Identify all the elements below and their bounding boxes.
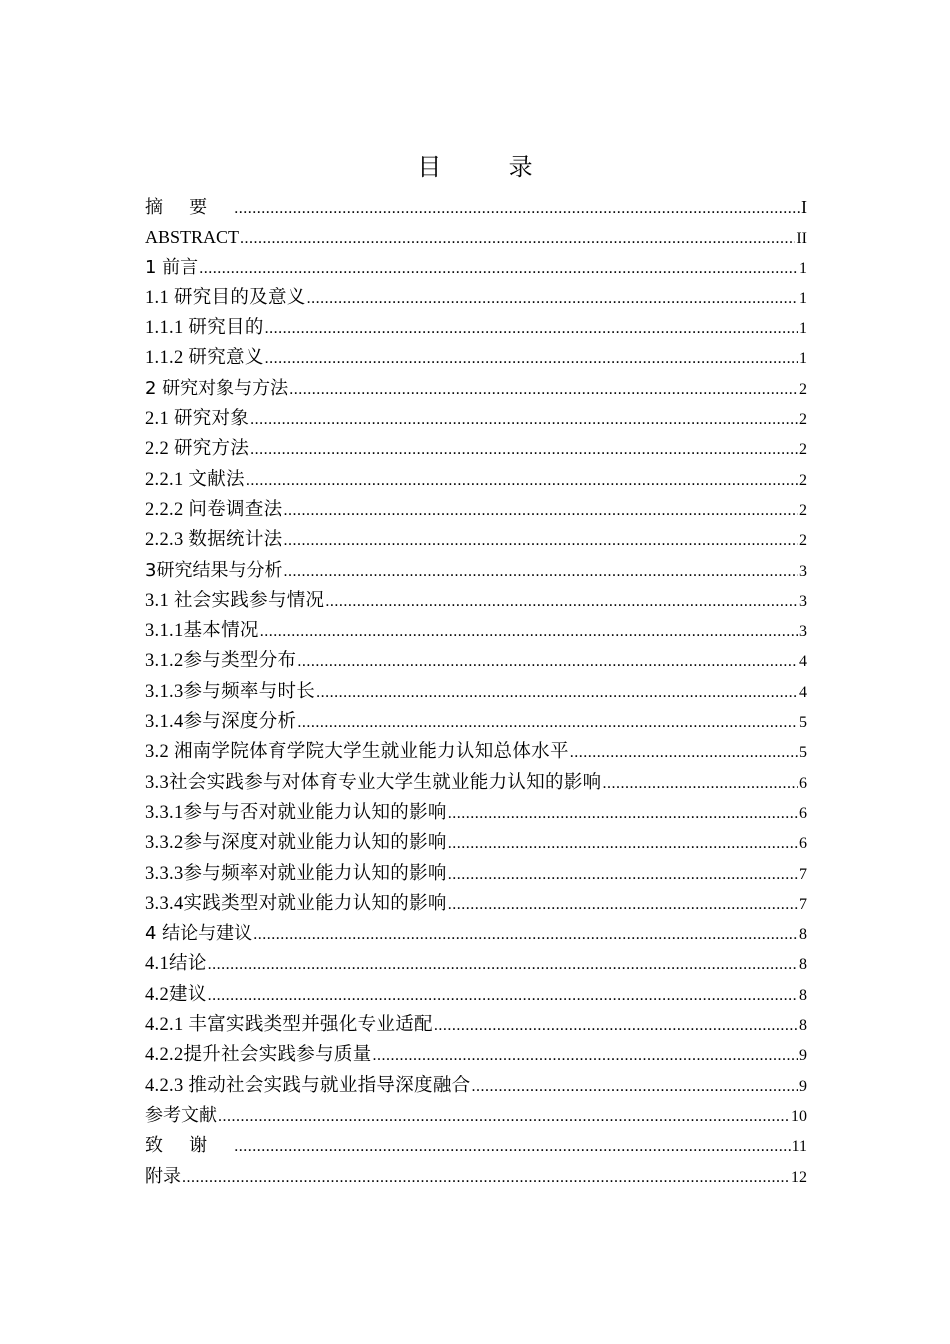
dot-leader [373, 1041, 798, 1071]
table-of-contents [145, 192, 807, 1192]
dot-leader [265, 344, 798, 374]
dot-leader [283, 526, 798, 556]
dot-leader [471, 1072, 798, 1102]
toc-entry-chapter-3 [145, 556, 807, 586]
toc-entry-4-2-3 [145, 1071, 807, 1101]
toc-entry-page: 1 [799, 350, 807, 368]
toc-entry-label: 2 研究对象与方法 [145, 377, 289, 399]
toc-entry-4-2 [145, 980, 807, 1010]
toc-entry-label: 2.2.1 文献法 [145, 469, 245, 490]
toc-entry-label: 4.2建议 [145, 984, 207, 1005]
toc-entry-label: 4 结论与建议 [145, 923, 253, 945]
dot-leader [325, 587, 798, 617]
toc-entry-chapter-1 [145, 253, 807, 283]
dot-leader [448, 860, 798, 890]
dot-leader [199, 254, 798, 284]
dot-leader [297, 647, 798, 677]
dot-leader [602, 769, 798, 799]
dot-leader [182, 1163, 790, 1193]
toc-entry-label: 3研究结果与分析 [145, 559, 283, 581]
toc-entry-page: 4 [799, 653, 807, 671]
toc-entry-chapter-4 [145, 919, 807, 949]
toc-entry-3-3 [145, 768, 807, 798]
toc-entry-page: 9 [799, 1077, 807, 1095]
toc-entry-label: 3.3.3参与频率对就业能力认知的影响 [145, 863, 447, 884]
toc-entry-1-1 [145, 283, 807, 313]
dot-leader [448, 829, 798, 859]
dot-leader [250, 435, 798, 465]
toc-entry-label: 4.1结论 [145, 954, 207, 975]
toc-entry-2-2-1 [145, 465, 807, 495]
dot-leader [208, 981, 798, 1011]
toc-entry-label: 4.2.1 丰富实践类型并强化专业适配 [145, 1015, 433, 1036]
toc-entry-page: 5 [799, 744, 807, 762]
toc-entry-page: 6 [799, 835, 807, 853]
toc-entry-references [145, 1101, 807, 1131]
toc-entry-label: 1.1.1 研究目的 [145, 318, 264, 339]
toc-entry-abstract-en [145, 222, 807, 252]
toc-entry-page: 12 [791, 1168, 807, 1186]
toc-entry-3-1 [145, 586, 807, 616]
dot-leader [289, 375, 798, 405]
toc-entry-3-2 [145, 737, 807, 767]
toc-entry-label: 参考文献 [145, 1104, 217, 1126]
toc-entry-4-1 [145, 949, 807, 979]
dot-leader [297, 708, 798, 738]
dot-leader [265, 314, 798, 344]
toc-entry-chapter-2 [145, 374, 807, 404]
dot-leader [208, 950, 798, 980]
toc-entry-label: 2.1 研究对象 [145, 409, 250, 430]
toc-entry-label: 2.2 研究方法 [145, 439, 250, 460]
toc-entry-page: II [796, 230, 807, 248]
toc-entry-label: 附录 [145, 1165, 181, 1187]
toc-entry-label: 3.3社会实践参与对体育专业大学生就业能力认知的影响 [145, 772, 602, 793]
toc-entry-page: 5 [799, 714, 807, 732]
dot-leader [448, 799, 798, 829]
toc-entry-page: 8 [799, 926, 807, 944]
toc-entry-label: 1.1.2 研究意义 [145, 348, 264, 369]
toc-entry-label: 1 前言 [145, 256, 199, 278]
toc-entry-page: 11 [791, 1138, 807, 1156]
toc-entry-3-1-4 [145, 707, 807, 737]
toc-entry-page: 10 [791, 1107, 807, 1125]
toc-entry-label: 1.1 研究目的及意义 [145, 287, 306, 308]
toc-entry-page: 2 [799, 411, 807, 429]
toc-entry-page: 4 [799, 683, 807, 701]
toc-entry-appendix [145, 1162, 807, 1192]
toc-entry-page: 1 [799, 259, 807, 277]
toc-entry-page: 3 [799, 592, 807, 610]
toc-entry-label: 3.1.1基本情况 [145, 621, 259, 642]
toc-entry-page: 1 [799, 320, 807, 338]
toc-entry-2-2 [145, 434, 807, 464]
dot-leader [218, 1102, 790, 1132]
toc-entry-page: 2 [799, 380, 807, 398]
dot-leader [570, 738, 798, 768]
toc-entry-label: 3.3.1参与与否对就业能力认知的影响 [145, 802, 447, 823]
toc-entry-3-3-3 [145, 859, 807, 889]
toc-entry-label: 3.3.2参与深度对就业能力认知的影响 [145, 833, 447, 854]
dot-leader [246, 466, 798, 496]
toc-entry-label: 3.1.2参与类型分布 [145, 651, 297, 672]
toc-entry-3-1-3 [145, 677, 807, 707]
toc-entry-label: 3.2 湘南学院体育学院大学生就业能力认知总体水平 [145, 742, 569, 763]
toc-entry-label: 2.2.2 问卷调查法 [145, 499, 283, 520]
toc-entry-label: 致谢 [145, 1135, 234, 1157]
dot-leader [283, 496, 798, 526]
toc-entry-3-1-2 [145, 646, 807, 676]
toc-entry-page: 8 [799, 986, 807, 1004]
toc-entry-page: 8 [799, 1017, 807, 1035]
dot-leader [448, 890, 798, 920]
toc-entry-label: 摘要 [145, 197, 234, 218]
toc-entry-1-1-1 [145, 313, 807, 343]
toc-entry-abstract-cn [145, 192, 807, 222]
dot-leader [316, 678, 798, 708]
dot-leader [260, 617, 798, 647]
toc-entry-page: 1 [799, 289, 807, 307]
toc-entry-2-2-2 [145, 495, 807, 525]
toc-entry-acknowledgements [145, 1131, 807, 1161]
toc-entry-page: 2 [799, 532, 807, 550]
dot-leader [253, 920, 798, 950]
dot-leader [234, 1132, 790, 1162]
toc-entry-2-2-3 [145, 525, 807, 555]
toc-entry-label: 3.1.3参与频率与时长 [145, 681, 316, 702]
toc-entry-label: 3.1.4参与深度分析 [145, 712, 297, 733]
toc-entry-2-1 [145, 404, 807, 434]
toc-entry-page: 9 [799, 1047, 807, 1065]
toc-entry-3-1-1 [145, 616, 807, 646]
toc-entry-label: ABSTRACT [145, 227, 240, 248]
toc-entry-label: 3.1 社会实践参与情况 [145, 590, 325, 611]
toc-title: 目 录 [417, 153, 555, 181]
toc-entry-page: 2 [799, 501, 807, 519]
toc-entry-4-2-1 [145, 1010, 807, 1040]
toc-entry-3-3-4 [145, 889, 807, 919]
toc-entry-label: 4.2.2提升社会实践参与质量 [145, 1045, 372, 1066]
toc-entry-page: 8 [799, 956, 807, 974]
toc-entry-page: I [801, 197, 807, 217]
toc-entry-page: 7 [799, 865, 807, 883]
toc-entry-1-1-2 [145, 343, 807, 373]
toc-entry-page: 6 [799, 804, 807, 822]
toc-entry-3-3-2 [145, 828, 807, 858]
dot-leader [240, 224, 795, 254]
toc-entry-page: 6 [799, 774, 807, 792]
toc-entry-3-3-1 [145, 798, 807, 828]
dot-leader [307, 284, 798, 314]
toc-entry-label: 4.2.3 推动社会实践与就业指导深度融合 [145, 1075, 471, 1096]
toc-entry-label: 3.3.4实践类型对就业能力认知的影响 [145, 893, 447, 914]
toc-entry-4-2-2 [145, 1040, 807, 1070]
toc-entry-page: 3 [799, 562, 807, 580]
dot-leader [234, 194, 800, 224]
toc-entry-page: 2 [799, 441, 807, 459]
toc-entry-label: 2.2.3 数据统计法 [145, 530, 283, 551]
dot-leader [250, 405, 798, 435]
dot-leader [434, 1011, 798, 1041]
toc-entry-page: 2 [799, 471, 807, 489]
dot-leader [283, 557, 798, 587]
toc-entry-page: 3 [799, 623, 807, 641]
toc-entry-page: 7 [799, 895, 807, 913]
